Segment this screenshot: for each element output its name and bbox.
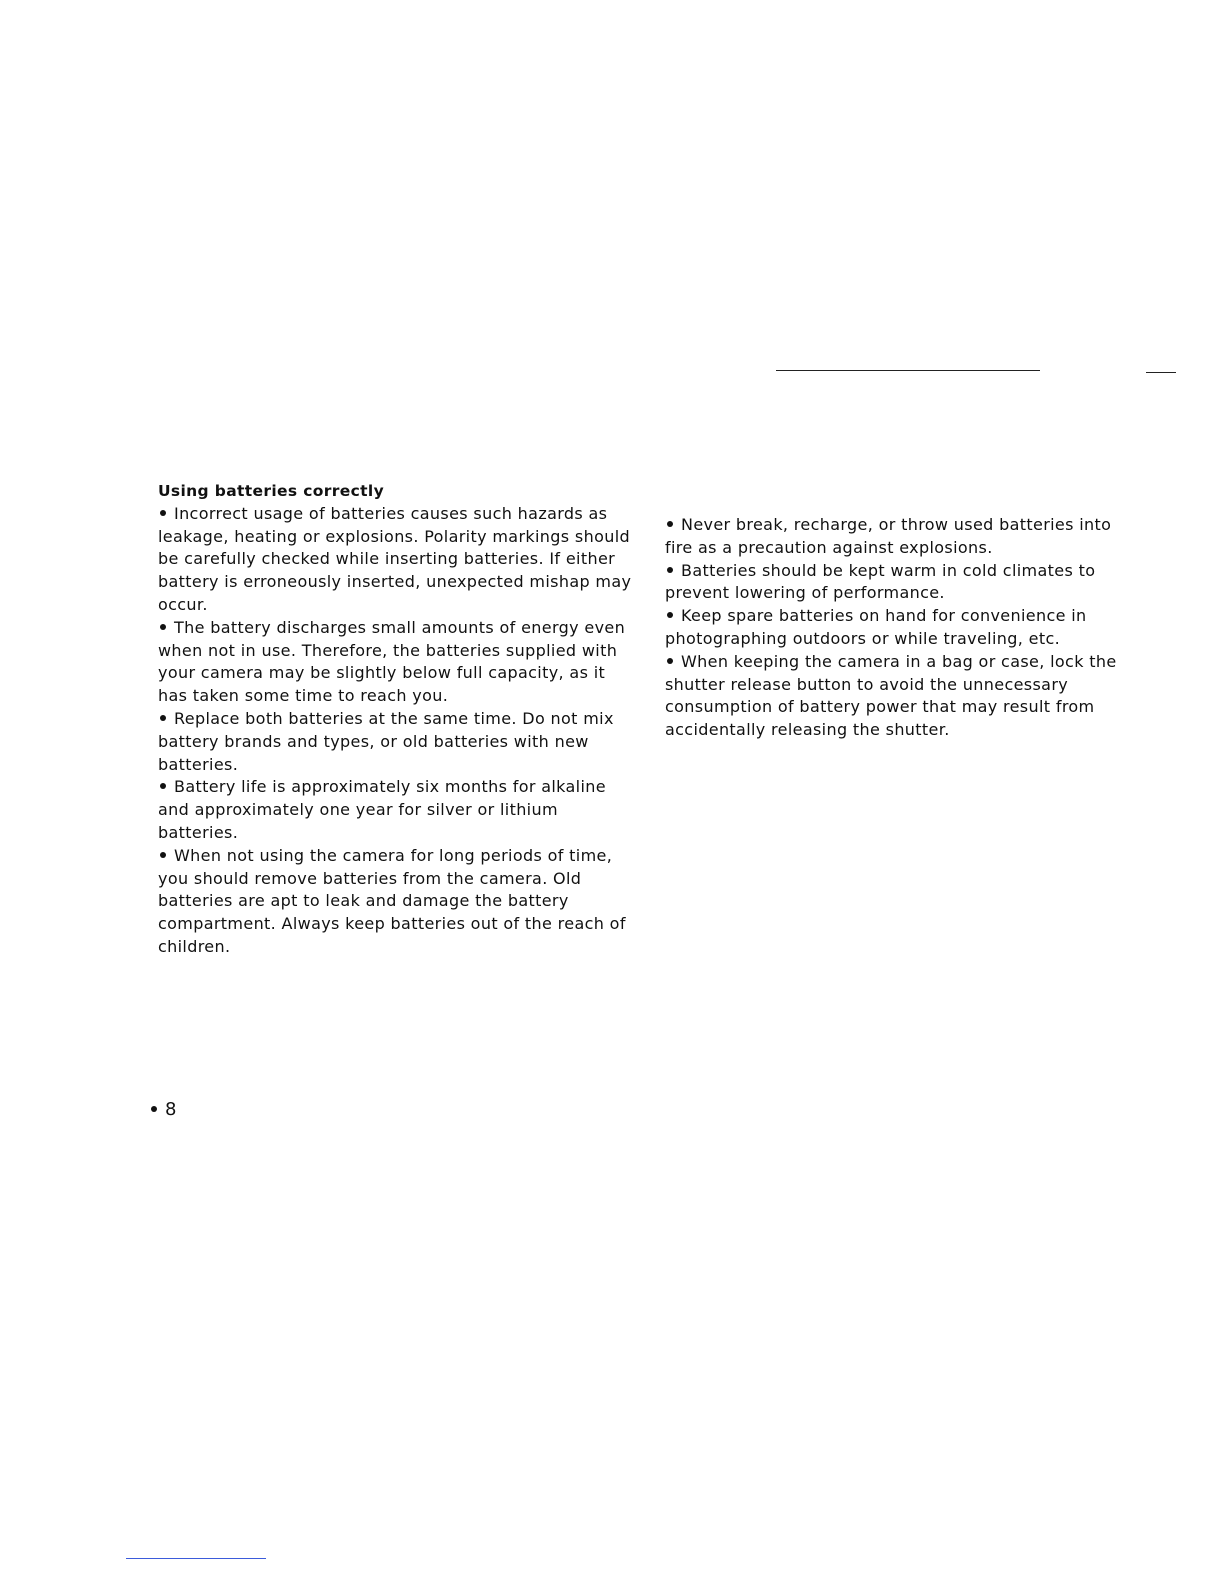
bullet-icon <box>160 510 166 516</box>
list-item: Replace both batteries at the same time. Do not mix battery brands and types, or old batteries with new batteries. <box>158 708 614 774</box>
right-column <box>665 514 1140 742</box>
top-rule-short <box>1146 372 1176 373</box>
bullet-icon <box>160 852 166 858</box>
bullet-icon <box>667 658 673 664</box>
bullet-icon <box>160 624 166 630</box>
list-item: When not using the camera for long periods of time, you should remove batteries from the camera. Old batteries are apt to leak and damage the battery compartment. Always keep batteries out of the reach of children. <box>158 845 626 956</box>
list-item: Battery life is approximately six months for alkaline and approximately one year for silver or lithium batteries. <box>158 777 606 842</box>
bullet-icon <box>667 521 673 527</box>
bullet-icon <box>160 783 166 789</box>
list-item: Incorrect usage of batteries causes such hazards as leakage, heating or explosions. Polarity markings should be carefully checked while inserting batteries. If either battery is erroneously inserted, unexpected mishap may occur. <box>158 503 632 614</box>
bullet-icon <box>151 1106 157 1112</box>
bottom-rule <box>126 1558 266 1559</box>
page-number: 8 <box>149 1099 176 1120</box>
top-rule <box>776 370 1040 371</box>
list-item: When keeping the camera in a bag or case, lock the shutter release button to avoid the unnecessary consumption of battery power that may result from accidentally releasing the shutter. <box>665 651 1117 740</box>
section-heading: Using batteries correctly <box>158 482 385 500</box>
bullet-icon <box>667 567 673 573</box>
list-item: The battery discharges small amounts of energy even when not in use. Therefore, the batteries supplied with your camera may be slightly below full capacity, as it has taken some time to reach you. <box>158 617 626 706</box>
list-item: Never break, recharge, or throw used batteries into fire as a precaution against explosions. <box>665 515 1112 557</box>
left-column <box>158 480 636 959</box>
list-item: Batteries should be kept warm in cold climates to prevent lowering of performance. <box>665 560 1096 603</box>
list-item: Keep spare batteries on hand for convenience in photographing outdoors or while traveling, etc. <box>665 606 1087 648</box>
bullet-icon <box>160 715 166 721</box>
bullet-icon <box>667 612 673 618</box>
